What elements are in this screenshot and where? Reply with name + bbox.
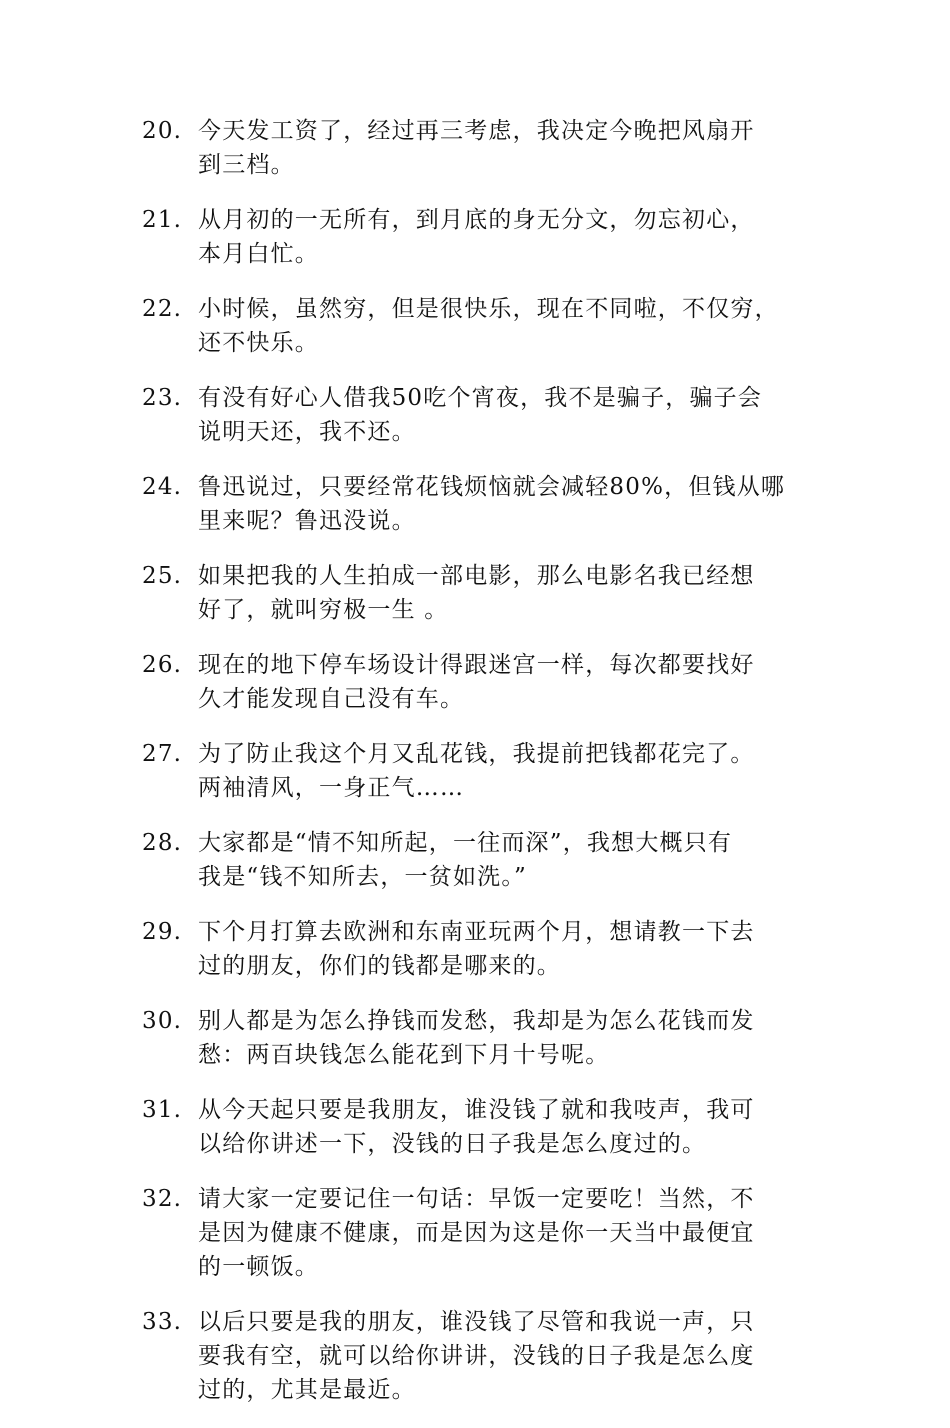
- list-item: [142, 1093, 812, 1161]
- item-number: 30.: [142, 1008, 183, 1034]
- item-number: 24.: [142, 474, 183, 500]
- list-item: [142, 915, 812, 983]
- item-text: 鲁迅说过，只要经常花钱烦恼就会减轻80%，但钱从哪 里来呢？鲁迅没说。: [198, 474, 786, 534]
- item-text: 请大家一定要记住一句话：早饭一定要吃！当然，不 是因为健康不健康，而是因为这是你一天当中最便宜 的一顿饭。: [198, 1186, 755, 1280]
- list-item: [142, 1182, 812, 1284]
- item-number: 32.: [142, 1186, 183, 1212]
- item-number: 28.: [142, 830, 183, 856]
- list-item: [142, 381, 812, 449]
- list-item: [142, 826, 812, 894]
- item-number: 29.: [142, 919, 183, 945]
- item-text: 现在的地下停车场设计得跟迷宫一样，每次都要找好 久才能发现自己没有车。: [198, 652, 755, 712]
- item-number: 27.: [142, 741, 183, 767]
- joke-list: [142, 114, 812, 1428]
- item-text: 为了防止我这个月又乱花钱，我提前把钱都花完了。 两袖清风，一身正气……: [198, 741, 755, 801]
- list-item: [142, 648, 812, 716]
- item-number: 31.: [142, 1097, 183, 1123]
- item-number: 22.: [142, 296, 183, 322]
- item-number: 21.: [142, 207, 183, 233]
- item-text: 从今天起只要是我朋友，谁没钱了就和我吱声，我可 以给你讲述一下，没钱的日子我是怎么度过的。: [198, 1097, 755, 1157]
- item-text: 从月初的一无所有，到月底的身无分文，勿忘初心， 本月白忙。: [198, 207, 755, 267]
- list-item: [142, 470, 812, 538]
- item-text: 下个月打算去欧洲和东南亚玩两个月，想请教一下去 过的朋友，你们的钱都是哪来的。: [198, 919, 755, 979]
- list-item: [142, 114, 812, 182]
- item-text: 有没有好心人借我50吃个宵夜，我不是骗子，骗子会 说明天还，我不还。: [198, 385, 763, 445]
- item-text: 以后只要是我的朋友，谁没钱了尽管和我说一声，只 要我有空，就可以给你讲讲，没钱的日子我是怎么度 过的，尤其是最近。: [198, 1309, 755, 1403]
- list-item: [142, 292, 812, 360]
- item-number: 20.: [142, 118, 183, 144]
- item-number: 33.: [142, 1309, 183, 1335]
- list-item: [142, 559, 812, 627]
- item-text: 小时候，虽然穷，但是很快乐，现在不同啦，不仅穷， 还不快乐。: [198, 296, 779, 356]
- list-item: [142, 203, 812, 271]
- item-text: 如果把我的人生拍成一部电影，那么电影名我已经想 好了，就叫穷极一生 。: [198, 563, 755, 623]
- list-item: [142, 1004, 812, 1072]
- list-item: [142, 1305, 812, 1407]
- item-text: 大家都是“情不知所起，一往而深”，我想大概只有 我是“钱不知所去，一贫如洗。”: [198, 830, 733, 890]
- item-number: 23.: [142, 385, 183, 411]
- item-number: 26.: [142, 652, 183, 678]
- list-item: [142, 737, 812, 805]
- item-text: 别人都是为怎么挣钱而发愁，我却是为怎么花钱而发 愁：两百块钱怎么能花到下月十号呢。: [198, 1008, 755, 1068]
- item-number: 25.: [142, 563, 183, 589]
- item-text: 今天发工资了，经过再三考虑，我决定今晚把风扇开 到三档。: [198, 118, 755, 178]
